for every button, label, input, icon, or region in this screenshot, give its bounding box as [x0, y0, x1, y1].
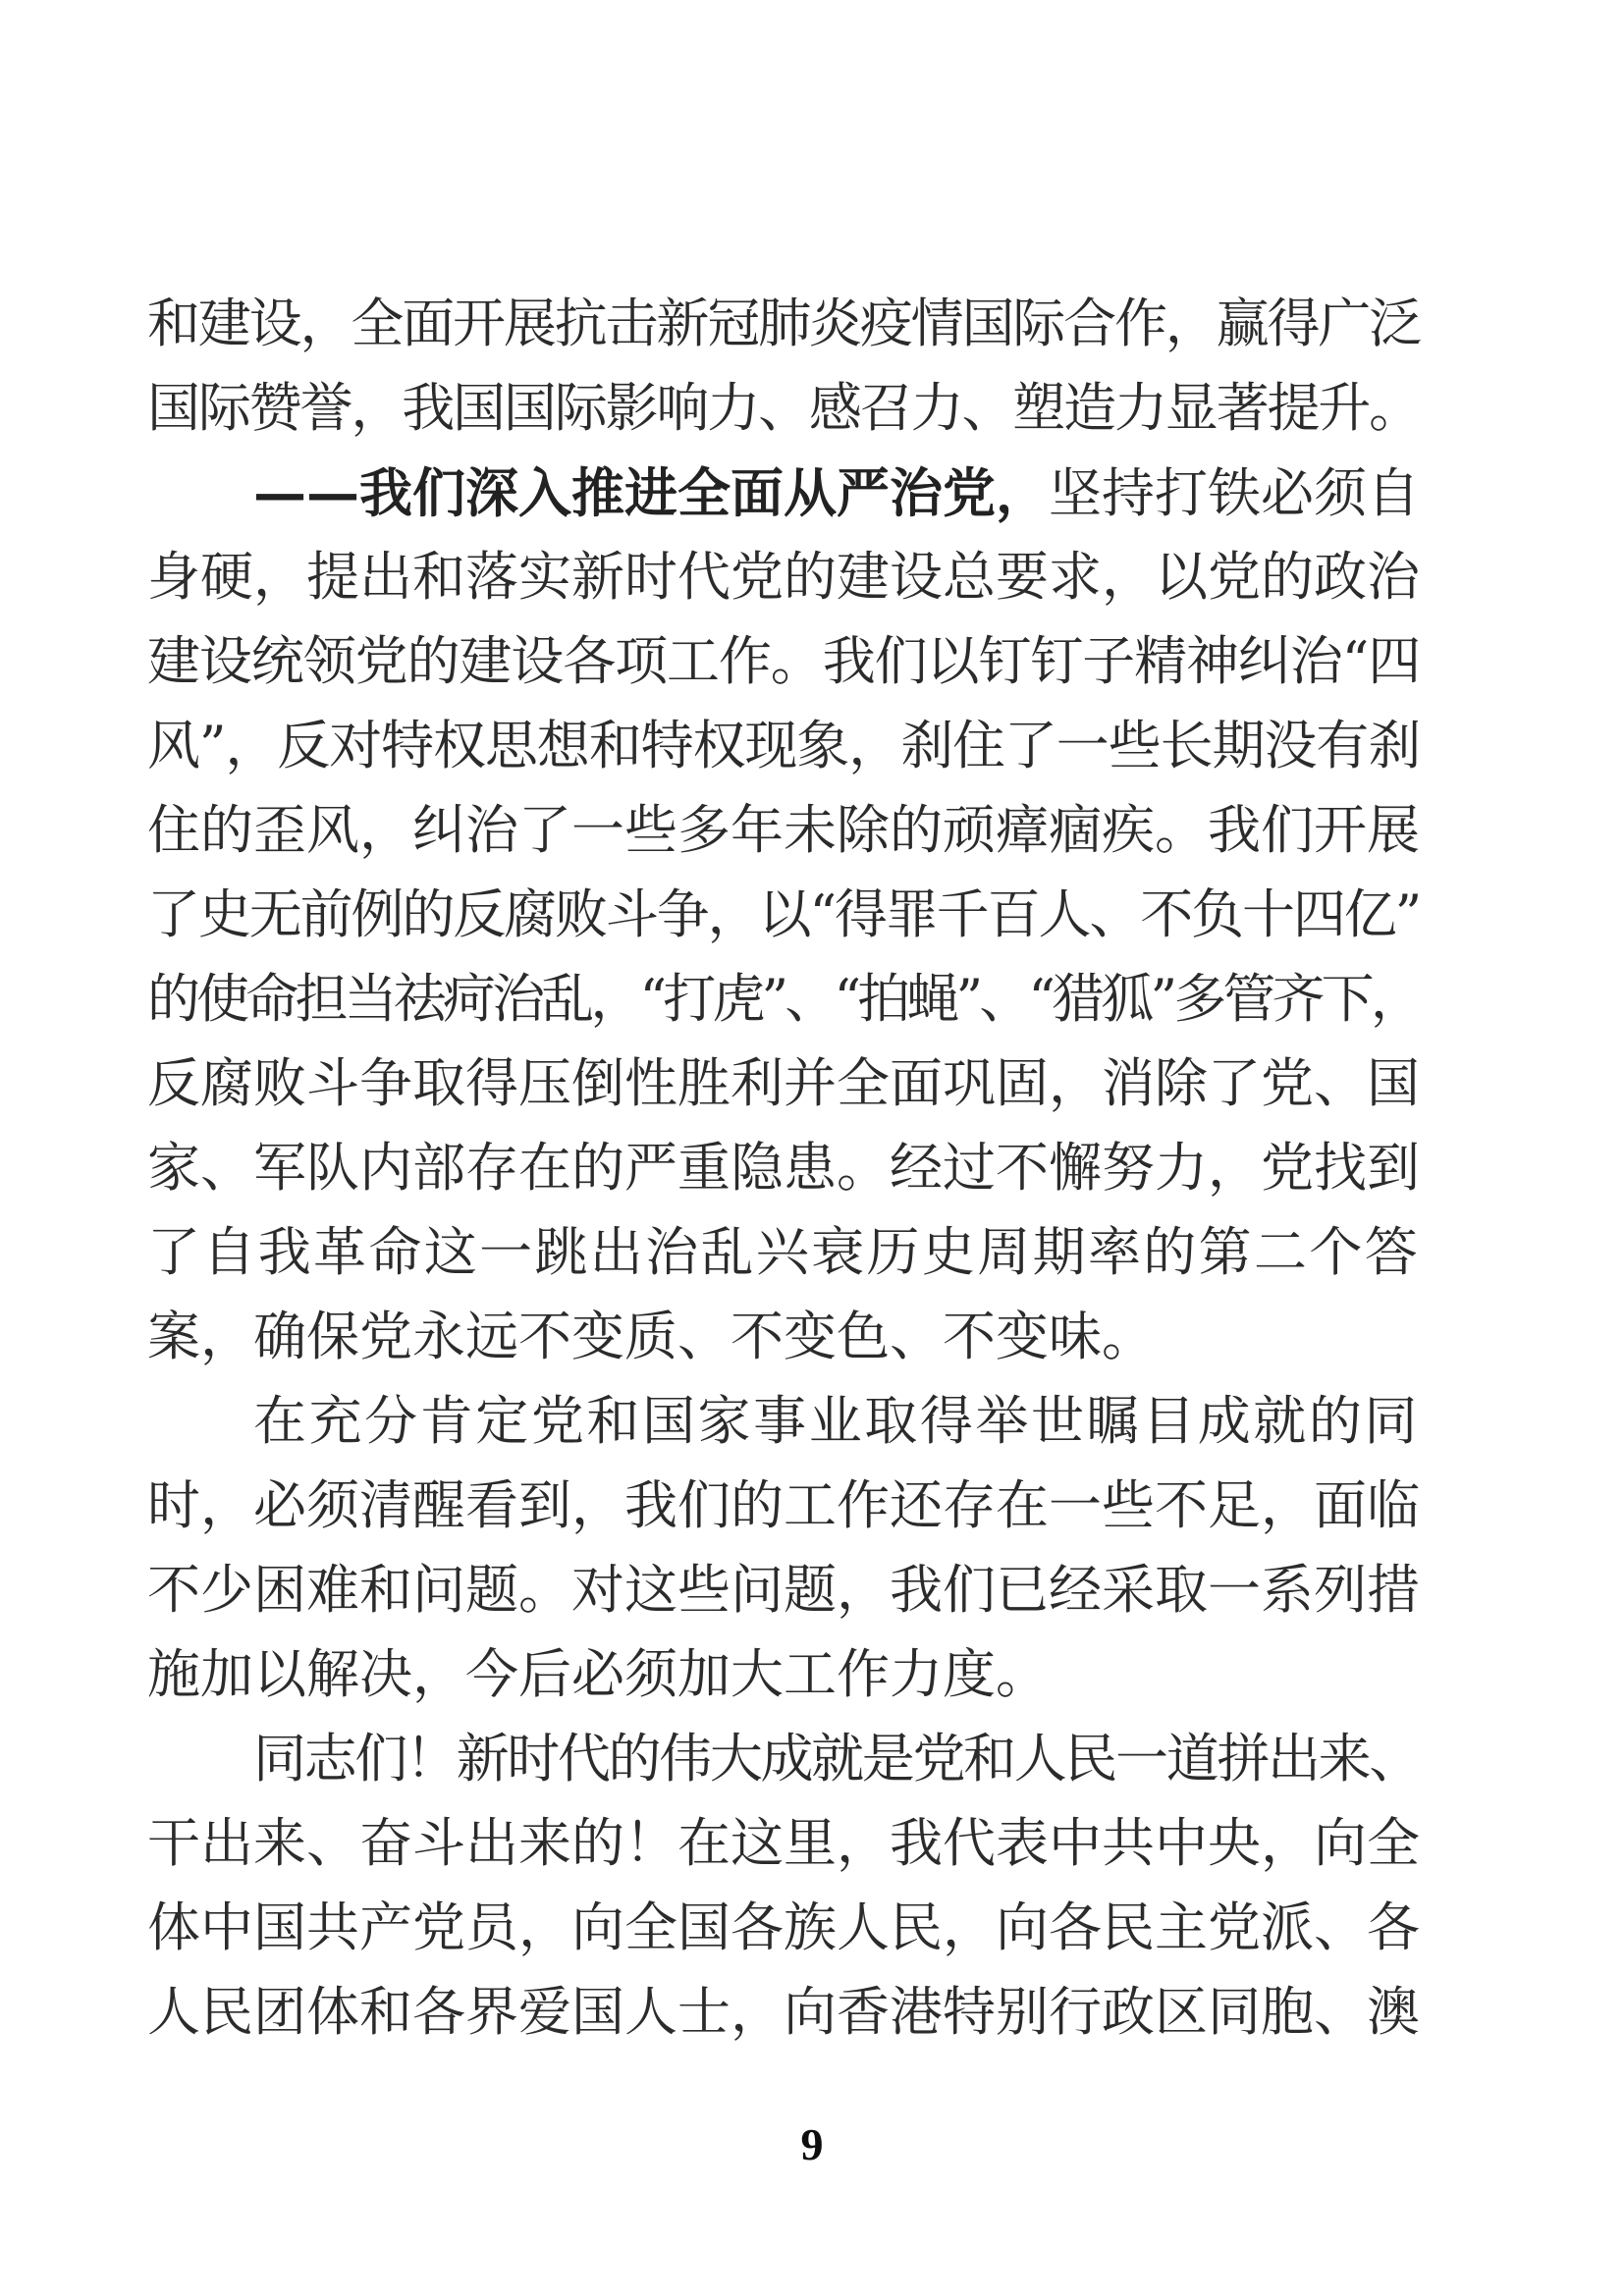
text-line [147, 704, 1420, 788]
text-line-content [147, 1052, 1420, 1114]
page-footer [0, 2118, 1624, 2170]
body-text: 在充分肯定党和国家事业取得举世瞩目成就的同 [253, 1390, 1420, 1452]
body-text: 施加以解决，今后必须加大工作力度。 [147, 1643, 1049, 1705]
body-text: 建设统领党的建设各项工作。我们以钉钉子精神纠治“四 [147, 630, 1421, 692]
text-line [147, 1041, 1420, 1126]
body-text: 了史无前例的反腐败斗争，以“得罪千百人、不负十四亿” [147, 883, 1421, 945]
body-text: 坚持打铁必须自 [1049, 462, 1420, 524]
text-line [147, 1548, 1420, 1632]
text-line [147, 282, 1420, 366]
text-line-content [147, 1474, 1420, 1536]
text-line-content [147, 1812, 1420, 1874]
text-line [147, 957, 1420, 1041]
text-line-content [147, 715, 1420, 776]
text-line-content [147, 1306, 1155, 1367]
text-line-content [147, 1137, 1420, 1199]
body-text: 案，确保党永远不变质、不变色、不变味。 [147, 1306, 1155, 1367]
text-line [147, 451, 1420, 535]
page-number: 9 [800, 2119, 824, 2169]
text-line-content [147, 1981, 1420, 2043]
text-line [147, 1464, 1420, 1548]
body-text: 住的歪风，纠治了一些多年未除的顽瘴痼疾。我们开展 [147, 799, 1420, 861]
body-text: 家、军队内部存在的严重隐患。经过不懈努力，党找到 [147, 1137, 1420, 1199]
body-text: 了自我革命这一跳出治乱兴衰历史周期率的第二个答 [147, 1221, 1421, 1283]
body-text: 体中国共产党员，向全国各族人民，向各民主党派、各 [147, 1896, 1420, 1958]
text-line-content [147, 293, 1420, 354]
text-line-content [147, 1559, 1420, 1621]
text-line-content [147, 968, 1420, 1030]
body-text: 国际赞誉，我国国际影响力、感召力、塑造力显著提升。 [147, 377, 1420, 439]
text-line [147, 1801, 1420, 1886]
body-text: 时，必须清醒看到，我们的工作还存在一些不足，面临 [147, 1474, 1420, 1536]
page-body-text [147, 282, 1420, 2055]
text-line-content [147, 1643, 1049, 1705]
text-line [147, 788, 1420, 873]
text-line [147, 1717, 1420, 1801]
text-line-content [253, 1390, 1420, 1452]
body-text: 同志们！新时代的伟大成就是党和人民一道拼出来、 [253, 1728, 1420, 1789]
body-text: 和建设，全面开展抗击新冠肺炎疫情国际合作，赢得广泛 [147, 293, 1420, 354]
text-line [147, 1210, 1420, 1295]
text-line [147, 1379, 1420, 1464]
text-line [147, 873, 1420, 957]
text-line-content [147, 1896, 1420, 1958]
body-text: 干出来、奋斗出来的！在这里，我代表中共中央，向全 [147, 1812, 1420, 1874]
emphasis-text: ——我们深入推进全面从严治党， [253, 461, 1049, 524]
text-line-content [147, 1221, 1420, 1283]
text-line [147, 1886, 1420, 1970]
text-line [147, 619, 1420, 704]
text-line [147, 1632, 1420, 1717]
body-text: 身硬，提出和落实新时代党的建设总要求，以党的政治 [147, 546, 1420, 608]
text-line [147, 366, 1420, 451]
body-text: 人民团体和各界爱国人士，向香港特别行政区同胞、澳 [147, 1981, 1420, 2043]
text-line-content [253, 462, 1420, 524]
text-line-content [147, 377, 1420, 439]
text-line-content [147, 546, 1420, 608]
text-line-content [253, 1728, 1420, 1789]
body-text: 反腐败斗争取得压倒性胜利并全面巩固，消除了党、国 [147, 1052, 1420, 1114]
body-text: 风”，反对特权思想和特权现象，刹住了一些长期没有刹 [147, 715, 1421, 776]
text-line-content [147, 799, 1420, 861]
text-line [147, 1126, 1420, 1210]
body-text: 的使命担当祛疴治乱，“打虎”、“拍蝇”、“猎狐”多管齐下， [147, 968, 1420, 1030]
text-line [147, 1295, 1420, 1379]
text-line-content [147, 630, 1420, 692]
body-text: 不少困难和问题。对这些问题，我们已经采取一系列措 [147, 1559, 1420, 1621]
text-line-content [147, 883, 1420, 945]
text-line [147, 535, 1420, 619]
text-line [147, 1970, 1420, 2055]
